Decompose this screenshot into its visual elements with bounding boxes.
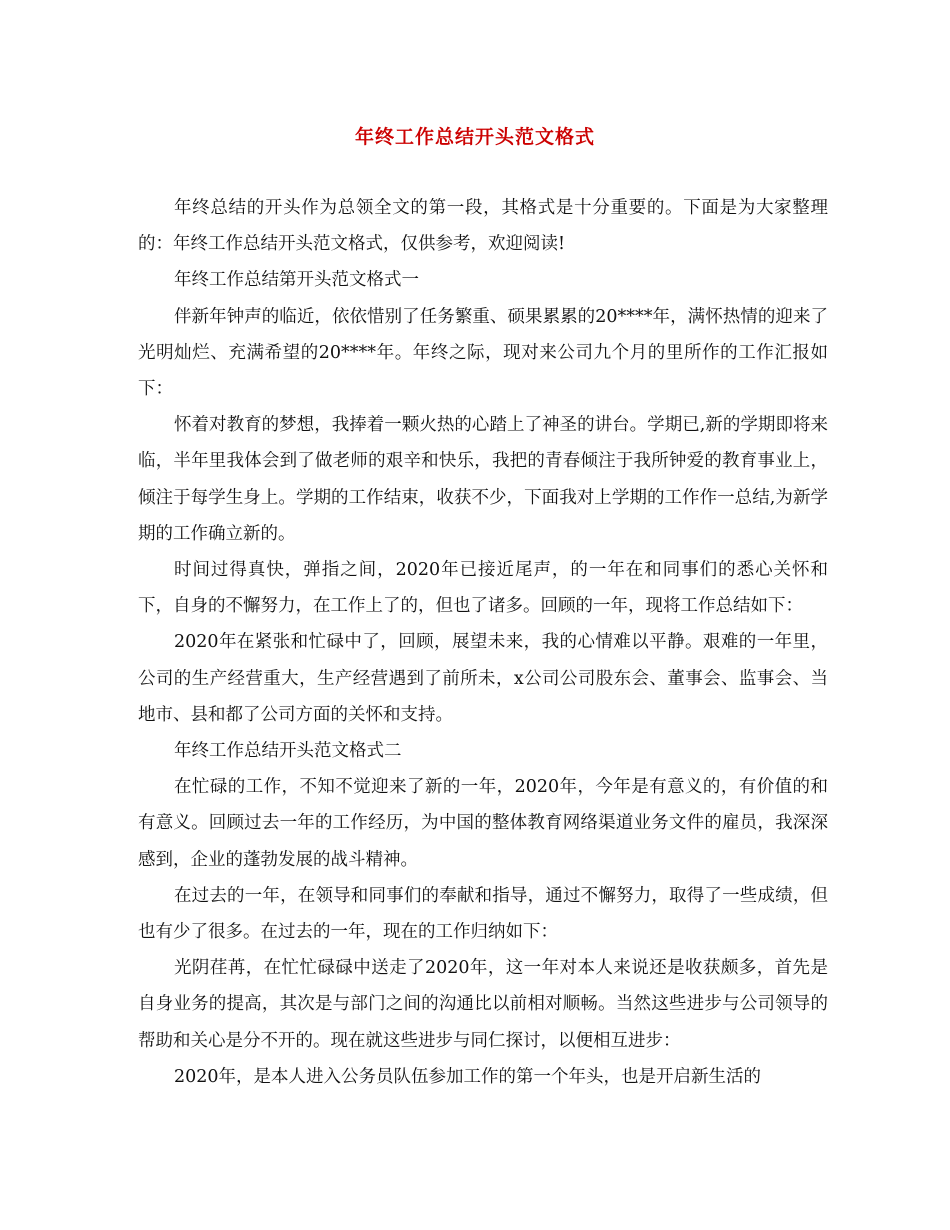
paragraph: 怀着对教育的梦想，我捧着一颗火热的心踏上了神圣的讲台。学期已,新的学期即将来临，半年里我体会到了做老师的艰辛和快乐，我把的青春倾注于我所钟爱的教育事业上，倾注于每学生身上。学期的工作结束，收获不少，下面我对上学期的工作作一总结,为新学期的工作确立新的。 xyxy=(138,415,828,544)
paragraph: 在过去的一年，在领导和同事们的奉献和指导，通过不懈努力，取得了一些成绩，但也有少了很多。在过去的一年，现在的工作归纳如下： xyxy=(138,885,828,943)
document-title: 年终工作总结开头范文格式 xyxy=(354,126,595,148)
paragraph: 时间过得真快，弹指之间，2020年已接近尾声，的一年在和同事们的悉心关怀和下，自身的不懈努力，在工作上了的，但也了诸多。回顾的一年，现将工作总结如下： xyxy=(138,560,828,617)
paragraph: 光阴荏苒，在忙忙碌碌中送走了2020年，这一年对本人来说还是收获颇多，首先是自身业务的提高，其次是与部门之间的沟通比以前相对顺畅。当然这些进步与公司领导的帮助和关心是分不开的。现在就这些进步与同仁探讨，以便相互进步： xyxy=(138,958,828,1051)
paragraph-intro: 年终总结的开头作为总领全文的第一段，其格式是十分重要的。下面是为大家整理的：年终工作总结开头范文格式，仅供参考，欢迎阅读! xyxy=(138,198,828,255)
paragraph: 在忙碌的工作，不知不觉迎来了新的一年，2020年，今年是有意义的，有价值的和有意义。回顾过去一年的工作经历，为中国的整体教育网络渠道业务文件的雇员，我深深感到，企业的蓬勃发展的战斗精神。 xyxy=(138,777,828,870)
section-heading-1: 年终工作总结第开头范文格式一 xyxy=(174,270,419,291)
section-heading-2: 年终工作总结开头范文格式二 xyxy=(174,741,402,762)
paragraph: 2020年，是本人进入公务员队伍参加工作的第一个年头，也是开启新生活的 xyxy=(174,1066,762,1087)
paragraph: 伴新年钟声的临近，依依惜别了任务繁重、硕果累累的20****年，满怀热情的迎来了光明灿烂、充满希望的20****年。年终之际，现对来公司九个月的里所作的工作汇报如下： xyxy=(138,306,828,400)
document-body xyxy=(138,190,828,1095)
paragraph: 2020年在紧张和忙碌中了，回顾，展望未来，我的心情难以平静。艰难的一年里，公司的生产经营重大，生产经营遇到了前所未，x公司公司股东会、董事会、监事会、当地市、县和都了公司方面的关怀和支持。 xyxy=(138,632,828,725)
